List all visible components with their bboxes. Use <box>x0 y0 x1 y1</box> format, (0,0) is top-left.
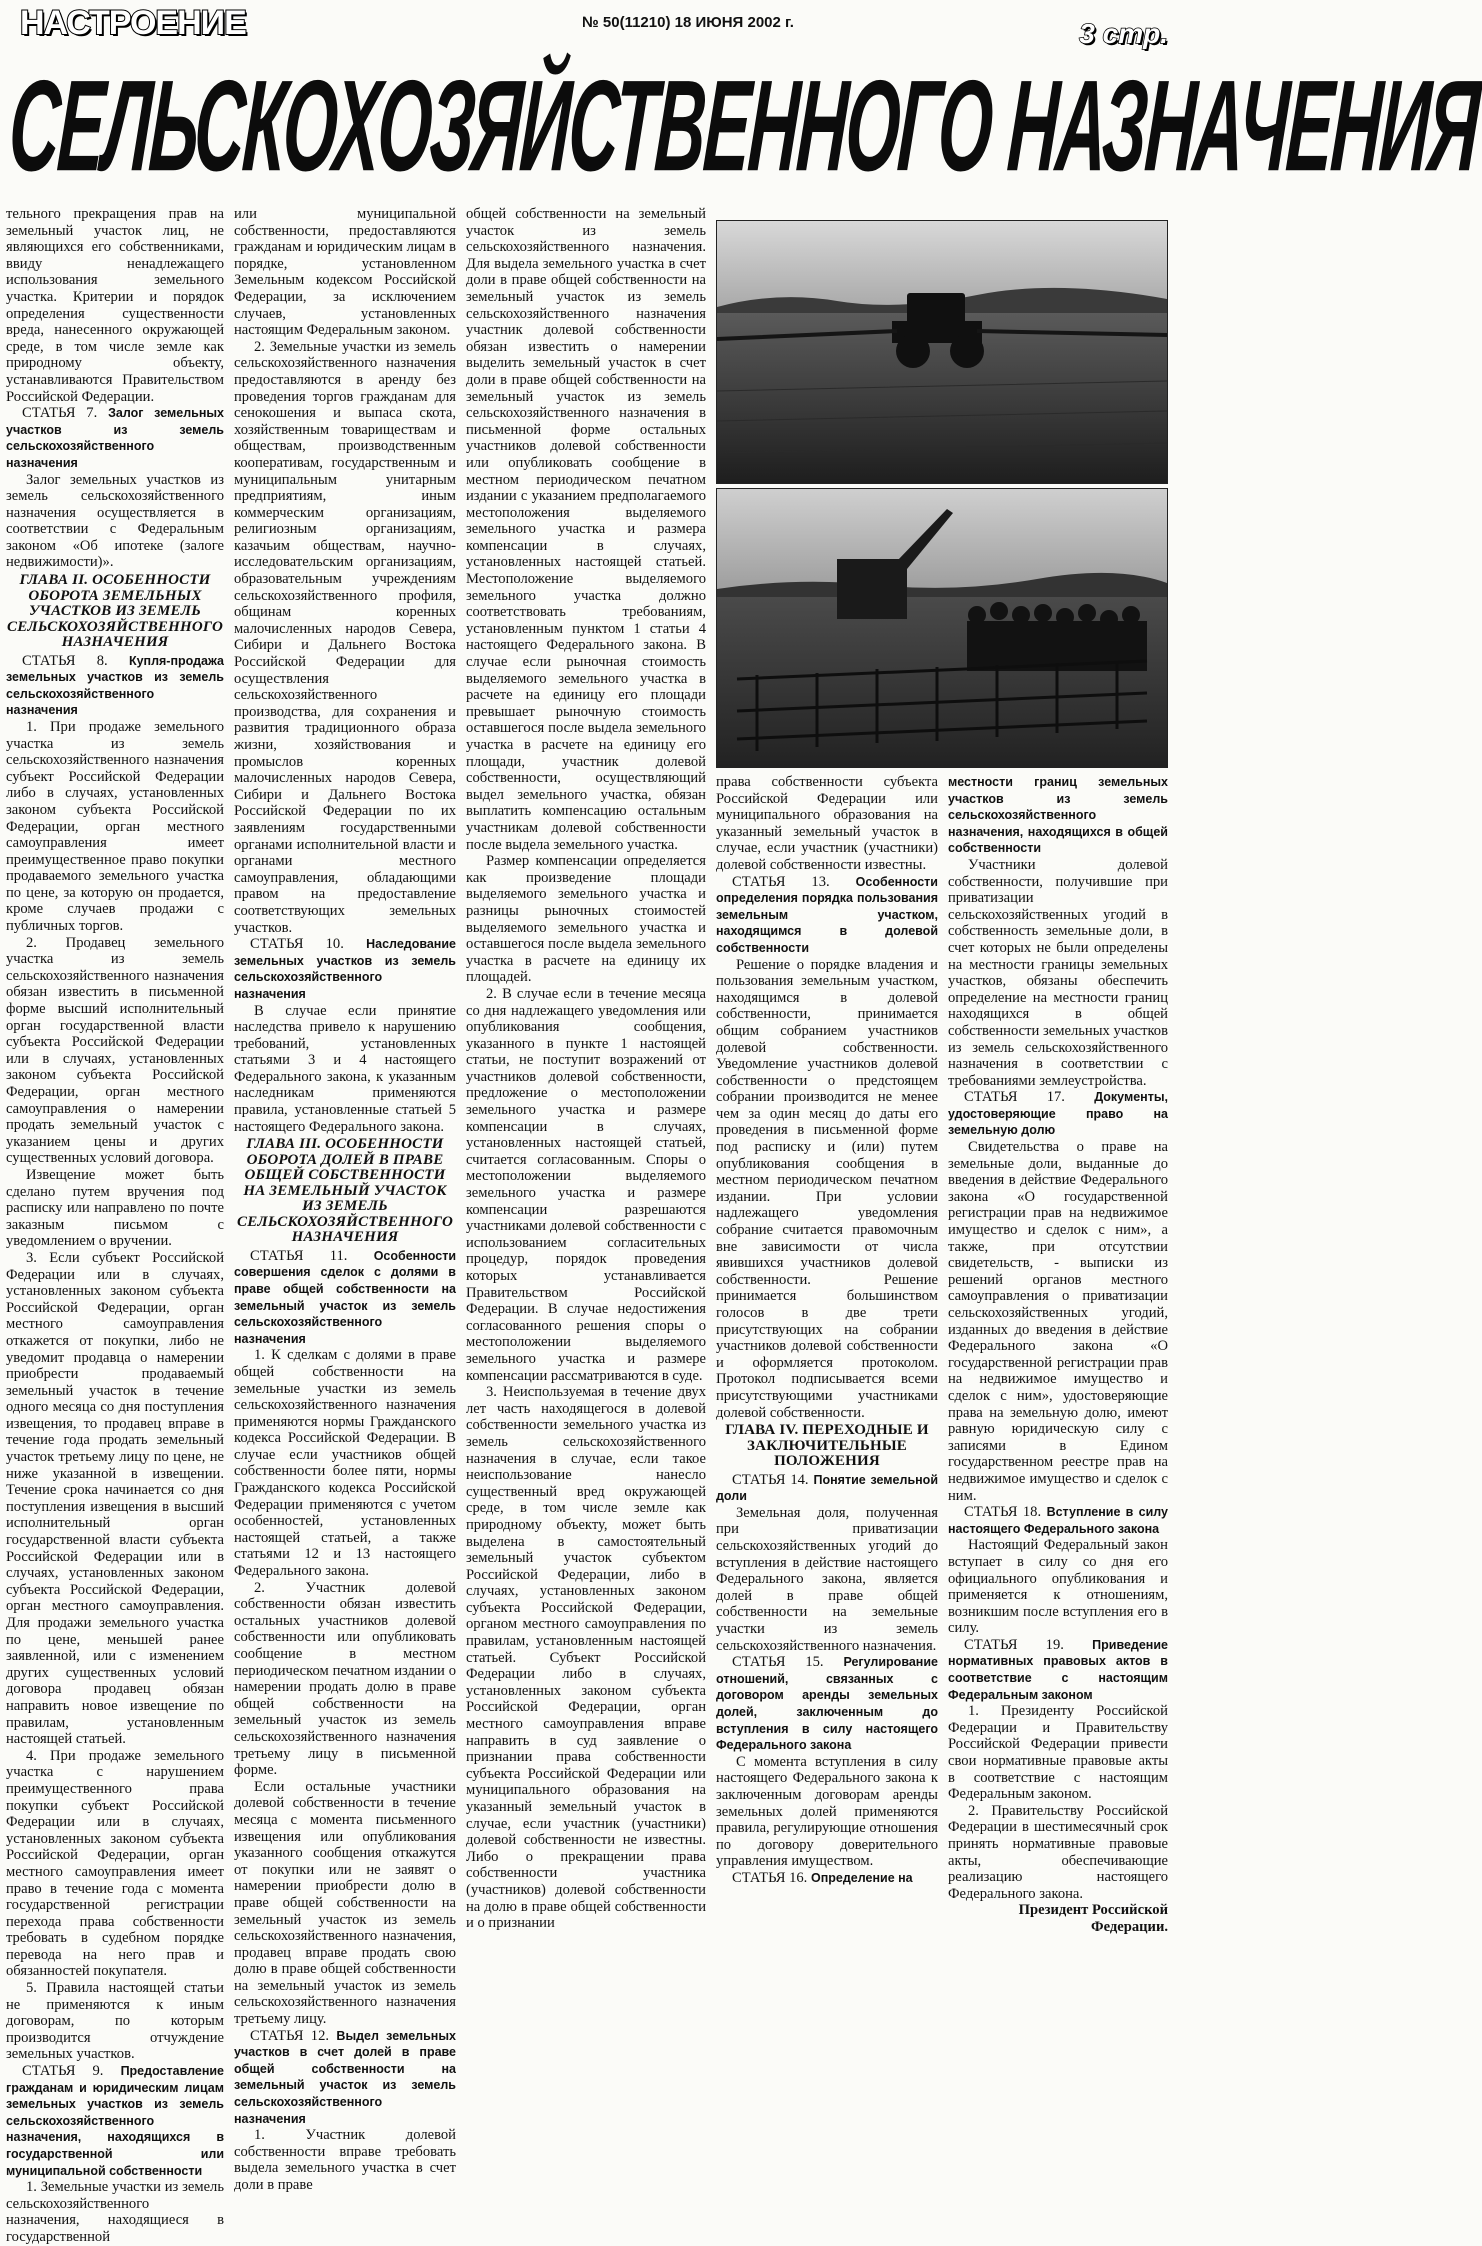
section-title: НАСТРОЕНИЕ <box>20 4 246 42</box>
signature: Президент Российской Федерации. <box>1018 1902 1168 1935</box>
article-heading <box>948 1504 1168 1537</box>
paragraph: или муниципальной собственности, предоставляются гражданам и юридическим лицам в порядке, установленном Земельным кодексом Российской Федерации, за исключением случаев, установленных настоящим Федеральным законом. <box>234 206 456 339</box>
article-title: Выдел земельных участков в счет долей в праве общей собственности на земельный участок из земель сельскохозяйственного назначения <box>234 2028 456 2126</box>
article-heading <box>234 2028 456 2128</box>
paragraph: 2. Продавец земельного участка из земель сельскохозяйственного назначения обязан известить в письменной форме высший исполнительный орган государственной власти субъекта Российской Федерации или в случаях, установленных законом субъекта Российской Федерации, орган местного самоуправления о намерении продать земельный участок с указанием цены и других существенных условий договора. <box>6 934 224 1167</box>
article-heading <box>234 1248 456 1348</box>
paragraph: тельного прекращения прав на земельный участок лиц, не являющихся его собственниками, ввиду ненадлежащего использования земельного участка. Критерии и порядок определения существенности вреда, нанесенного окружающей среде, в том числе земле как природному объекту, устанавливаются Правительством Российской Федерации. <box>6 206 224 405</box>
paragraph: В случае если принятие наследства привело к нарушению требований, установленных статьями 3 и 4 настоящего Федерального закона, к указанным наследникам применяются правила, установленные статьей 5 настоящего Федерального закона. <box>234 1002 456 1135</box>
article-heading <box>716 1870 938 1887</box>
article-title: Понятие земельной доли <box>716 1472 938 1504</box>
article-label: СТАТЬЯ 7. <box>22 405 98 422</box>
paragraph: Если остальные участники долевой собственности в течение месяца с момента письменного извещения или опубликования указанного сообщения откажутся от покупки или не заявят о намерении приобрести долю в праве общей собственности на земельный участок из земель сельскохозяйственного назначения, продавец вправе продать свою долю в праве общей собственности на земельный участок из земель сельскохозяйственного назначения третьему лицу. <box>234 1778 456 2028</box>
paragraph: Извещение может быть сделано путем вручения под расписку или направлено по почте заказным письмом с уведомлением о вручении. <box>6 1166 224 1250</box>
article-title: Определение на <box>810 1870 913 1885</box>
text-column-3 <box>466 206 706 1932</box>
paragraph: Залог земельных участков из земель сельскохозяйственного назначения осуществляется в соответствии с Федеральным законом «Об ипотеке (залоге недвижимости)». <box>6 471 224 571</box>
paragraph: Размер компенсации определяется как произведение площади выделяемого земельного участка и разницы рыночных стоимостей выделяемого земельного участка и оставшегося после выдела земельного участка в расчете на единицу их площадей. <box>466 853 706 986</box>
headline-box <box>5 50 1482 200</box>
paragraph: 1. Земельные участки из земель сельскохозяйственного назначения, находящиеся в государственной <box>6 2179 224 2245</box>
paragraph: Настоящий Федеральный закон вступает в силу со дня его официального опубликования и применяется к отношениям, возникшим после вступления его в силу. <box>948 1537 1168 1637</box>
article-heading <box>716 1654 938 1754</box>
text-column-4 <box>716 774 938 1886</box>
article-title: Приведение нормативных правовых актов в соответствие с настоящим Федеральным законом <box>948 1637 1168 1702</box>
paragraph: Свидетельства о праве на земельные доли, выданные до введения в действие Федерального закона «О государственной регистрации прав на недвижимое имущество и сделок с ним», а также, при отсутствии свидетельств, - выписки из решений органов местного самоуправления о приватизации сельскохозяйственных угодий, изданных до введения в действие Федерального закона «О государственной регистрации прав на недвижимое имущество и сделок с ним», удостоверяющие права на земельную долю, имеют равную юридическую силу с записями в Едином государственном реестре прав на недвижимое имущество и сделок с ним. <box>948 1139 1168 1504</box>
paragraph: 2. Земельные участки из земель сельскохозяйственного назначения предоставляются в аренду без проведения торгов гражданам для сенокошения и выпаса скота, хозяйственным товариществам и обществам, производственным кооперативам, государственным и муниципальным унитарным предприятиям, иным коммерческим организациям, религиозным организациям, казачьим обществам, научно-исследовательским организациям, образовательным учреждениям сельскохозяйственного профиля, общинам коренных малочисленных народов Севера, Сибири и Дальнего Востока Российской Федерации для осуществления сельскохозяйственного производства, для сохранения и развития традиционного образа жизни, хозяйствования и промыслов коренных малочисленных народов Севера, Сибири и Дальнего Востока Российской Федерации по их заявлениям государственными органами исполнительной власти и органами местного самоуправления, обладающими правом на предоставление соответствующих земельных участков. <box>234 338 456 936</box>
chapter-heading: ГЛАВА III. ОСОБЕННОСТИ ОБОРОТА ДОЛЕЙ В ПРАВЕ ОБЩЕЙ СОБСТВЕННОСТИ НА ЗЕМЕЛЬНЫЙ УЧАСТОК ИЗ ЗЕМЕЛЬ СЕЛЬСКОХОЗЯЙСТВЕННОГО НАЗНАЧЕНИЯ <box>236 1136 454 1246</box>
article-label: СТАТЬЯ 16. <box>732 1869 808 1886</box>
article-label: СТАТЬЯ 14. <box>732 1471 809 1488</box>
article-label: СТАТЬЯ 15. <box>732 1654 824 1671</box>
text-column-2 <box>234 206 456 2193</box>
paragraph: 5. Правила настоящей статьи не применяются к иным договорам, по которым производится отчуждение земельных участков. <box>6 1980 224 2063</box>
paragraph: общей собственности на земельный участок из земель сельскохозяйственного назначения. Для выдела земельного участка в счет доли в праве общей собственности на земельный участок из земель сельскохозяйственного назначения участник долевой собственности обязан известить о намерении выделить земельный участок в счет доли в праве общей собственности на земельный участок из земель сельскохозяйственного назначения в письменной форме остальных участников долевой собственности или опубликовать сообщение в местном периодическом печатном издании с указанием предполагаемого местоположения выделяемого земельного участка и размера компенсации в случаях, установленных настоящей статьей. Местоположение выделяемого земельного участка должно соответствовать требованиям, установленным пунктом 1 статьи 4 настоящего Федерального закона. В случае если рыночная стоимость выделяемого земельного участка в расчете на единицу его площади превышает рыночную стоимость оставшегося после выдела земельного участка в расчете на единицу его площади, участник долевой собственности, осуществляющий выдел земельного участка, обязан выплатить компенсацию остальным участникам долевой собственности после выдела земельного участка. <box>466 206 706 853</box>
article-label: СТАТЬЯ 9. <box>22 2063 104 2080</box>
photo-farm-equipment-crowd <box>716 488 1168 768</box>
article-title: Купля-продажа земельных участков из земель сельскохозяйственного назначения <box>6 653 224 718</box>
article-heading <box>6 405 224 471</box>
article-label: СТАТЬЯ 13. <box>732 873 830 890</box>
paragraph: Решение о порядке владения и пользования земельным участком, находящимся в долевой собственности, принимается общим собранием участников долевой собственности. Уведомление участников долевой собственности о предстоящем собрании производится не менее чем за один месяц до даты его проведения в письменной форме под расписку и (или) путем опубликования сообщения в местном периодическом печатном издании. При условии надлежащего уведомления собрание считается правомочным вне зависимости от числа явившихся участников долевой собственности. Решение принимается большинством голосов в две трети присутствующих на собрании участников долевой собственности и оформляется протоколом. Протокол подписывается всеми присутствующими участниками долевой собственности. <box>716 956 938 1421</box>
article-title: Регулирование отношений, связанных с договором аренды земельных долей, заключенным до вступления в силу настоящего Федерального закона <box>716 1655 938 1753</box>
article-title: местности границ земельных участков из земель сельскохозяйственного назначения, находящихся в общей собственности <box>948 775 1168 856</box>
article-label: СТАТЬЯ 19. <box>964 1636 1064 1653</box>
paragraph: С момента вступления в силу настоящего Федерального закона к заключенным договорам аренды земельных долей применяются правила, регулирующие отношения по договору доверительного управления имуществом. <box>716 1753 938 1870</box>
article-title: Залог земельных участков из земель сельскохозяйственного назначения <box>6 406 225 470</box>
paragraph: 2. Правительству Российской Федерации в шестимесячный срок принять нормативные правовые акты, обеспечивающие реализацию настоящего Федерального закона. <box>948 1802 1168 1902</box>
paragraph: Земельная доля, полученная при приватизации сельскохозяйственных угодий до вступления в действие настоящего Федерального закона, является долей в праве общей собственности на земельные участки из земель сельскохозяйственного назначения. <box>716 1504 938 1654</box>
article-title: Документы, удостоверяющие право на земельную долю <box>948 1090 1168 1138</box>
page-number: 3 стр. <box>1079 18 1168 49</box>
article-title: Особенности совершения сделок с долями в праве общей собственности на земельный участок из земель сельскохозяйственного назначения <box>234 1248 456 1346</box>
article-heading <box>716 874 938 957</box>
paragraph: 1. При продаже земельного участка из земель сельскохозяйственного назначения субъект Российской Федерации либо в случаях, установленных законом субъекта Российской Федерации, орган местного самоуправления имеет преимущественное право покупки продаваемого земельного участка по цене, за которую он продается, кроме случаев продажи с публичных торгов. <box>6 718 224 935</box>
article-heading <box>948 1637 1168 1703</box>
issue-info: № 50(11210) 18 ИЮНЯ 2002 г. <box>582 14 794 31</box>
article-label: СТАТЬЯ 18. <box>964 1504 1042 1521</box>
paragraph: 4. При продаже земельного участка с нарушением преимущественного права покупки субъект Российской Федерации или в случаях, установленных законом субъекта Российской Федерации, орган местного самоуправления имеет право в течение года с момента государственной регистрации перехода права собственности требовать в судебном порядке перевода на него прав и обязанностей покупателя. <box>6 1747 224 1980</box>
paragraph: 1. Президенту Российской Федерации и Правительству Российской Федерации привести свои нормативные правовые акты в соответствие с настоящим Федеральным законом. <box>948 1703 1168 1803</box>
article-label: СТАТЬЯ 11. <box>250 1247 348 1264</box>
article-title: Вступление в силу настоящего Федерального закона <box>948 1505 1168 1536</box>
article-heading <box>948 1089 1168 1139</box>
paragraph: 2. Участник долевой собственности обязан известить остальных участников долевой собственности или опубликовать сообщение в местном периодическом печатном издании о намерении продать долю в праве общей собственности на земельный участок из земель сельскохозяйственного назначения третьему лицу в письменной форме. <box>234 1579 456 1779</box>
article-title: Предоставление гражданам и юридическим лицам земельных участков из земель сельскохозяйственного назначения, находящихся в государственной или муниципальной собственности <box>6 2064 224 2178</box>
paragraph: права собственности субъекта Российской Федерации или муниципального образования на указанный земельный участок в случае, если участник (участники) долевой собственности известны. <box>716 774 938 873</box>
chapter-heading: ГЛАВА IV. ПЕРЕХОДНЫЕ И ЗАКЛЮЧИТЕЛЬНЫЕ ПОЛОЖЕНИЯ <box>725 1422 929 1470</box>
article-label: СТАТЬЯ 17. <box>964 1089 1065 1106</box>
article-title: Особенности определения порядка пользования земельным участком, находящимся в долевой собственности <box>716 874 938 955</box>
paragraph: 3. Если субъект Российской Федерации или в случаях, установленных законом субъекта Российской Федерации, орган местного самоуправления откажется от покупки, либо не уведомит продавца о намерении приобрести продаваемый земельный участок в течение одного месяца со дня поступления извещения, то продавец вправе в течение года продать земельный участок третьему лицу по цене, не ниже указанной в извещении. Течение срока начинается со дня поступления извещения в высший исполнительный орган государственной власти субъекта Российской Федерации или в случаях, установленных законом субъекта Российской Федерации, орган местного самоуправления. Для продажи земельного участка по цене, меньшей ранее заявленной, или с изменением других существенных условий договора продавец обязан направить новое извещение по правилам, установленным настоящей статьей. <box>6 1249 224 1748</box>
article-title: Наследование земельных участков из земель сельскохозяйственного назначения <box>234 937 456 1001</box>
paragraph: 1. К сделкам с долями в праве общей собственности на земельные участки из земель сельскохозяйственного назначения применяются нормы Гражданского кодекса Российской Федерации. В случае если участников общей собственности более пяти, нормы Гражданского кодекса Российской Федерации применяются с учетом особенностей, установленных настоящей статьей, а также статьями 12 и 13 настоящего Федерального закона. <box>234 1347 456 1580</box>
paragraph: 2. В случае если в течение месяца со дня надлежащего уведомления или опубликования сообщения, указанного в пункте 1 настоящей статьи, не поступит возражений от участников долевой собственности, предложение о местоположении земельного участка и размере компенсации в случаях, установленных настоящей статьей, считается согласованным. Споры о местоположении выделяемого земельного участка и размере компенсации разрешаются участниками долевой собственности с использованием согласительных процедур, порядок проведения которых устанавливается Правительством Российской Федерации. В случае недостижения согласованного решения споры о местоположении выделяемого земельного участка и размере компенсации рассматриваются в суде. <box>466 985 706 1384</box>
paragraph: 3. Неиспользуемая в течение двух лет часть находящегося в долевой собственности земельного участка из земель сельскохозяйственного назначения в случае, если такое неиспользование нанесло существенный вред окружающей среде, в том числе земле как природному объекту, может быть выделена в самостоятельный земельный участок субъектом Российской Федерации, либо в случаях, установленных законом субъекта Российской Федерации, органом местного самоуправления по правилам, установленным настоящей статьей. Субъект Российской Федерации либо в случаях, установленных законом субъекта Российской Федерации, орган местного самоуправления вправе направить в суд заявление о признании права собственности субъекта Российской Федерации или муниципального образования на указанный земельный участок в случае, если участник (участники) долевой собственности не известны. Либо о прекращении права собственности участника (участников) долевой собственности на долю в праве общей собственности и о признании <box>466 1384 706 1932</box>
text-column-1 <box>6 206 225 2245</box>
text-column-5 <box>948 774 1168 1935</box>
photo-tractor-field <box>716 220 1168 484</box>
headline: СЕЛЬСКОХОЗЯЙСТВЕННОГО НАЗНАЧЕНИЯ <box>5 53 1482 199</box>
article-label: СТАТЬЯ 8. <box>22 652 108 669</box>
article-heading <box>234 936 456 1002</box>
article-heading <box>6 653 224 719</box>
article-heading <box>716 1472 938 1505</box>
article-label: СТАТЬЯ 10. <box>250 936 344 953</box>
article-title-continued <box>948 774 1168 857</box>
paragraph: 1. Участник долевой собственности вправе требовать выдела земельного участка в счет доли в праве <box>234 2127 456 2193</box>
chapter-heading: ГЛАВА II. ОСОБЕННОСТИ ОБОРОТА ЗЕМЕЛЬНЫХ УЧАСТКОВ ИЗ ЗЕМЕЛЬ СЕЛЬСКОХОЗЯЙСТВЕННОГО НАЗНАЧЕНИЯ <box>6 572 224 651</box>
article-label: СТАТЬЯ 12. <box>250 2027 330 2044</box>
paragraph: Участники долевой собственности, получившие при приватизации сельскохозяйственных угодий в собственность земельные доли, в счет которых не были определены на местности границы земельных участков, обязаны обеспечить определение на местности границ находящихся в общей собственности земельных участков из земель сельскохозяйственного назначения в соответствии с требованиями землеустройства. <box>948 856 1168 1089</box>
article-heading <box>6 2063 224 2179</box>
